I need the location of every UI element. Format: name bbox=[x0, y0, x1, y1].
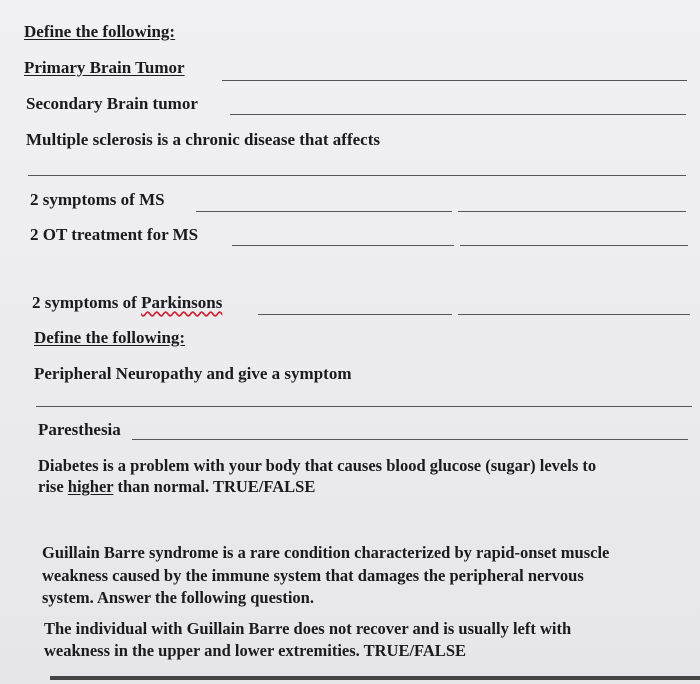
peripheral-neuropathy-question: Peripheral Neuropathy and give a symptom bbox=[34, 364, 352, 383]
guillain-question-line-1: The individual with Guillain Barre does not recover and is usually left with bbox=[44, 619, 572, 638]
diabetes-higher: higher bbox=[67, 477, 114, 496]
primary-brain-tumor-label bbox=[24, 58, 185, 78]
ms-ot-2-line[interactable] bbox=[460, 245, 688, 246]
primary-brain-tumor-text: Primary Brain Tumor bbox=[24, 58, 185, 77]
heading-define-1: Define the following: bbox=[24, 22, 176, 41]
ms-ot-label: 2 OT treatment for MS bbox=[30, 225, 199, 244]
guillain-question-line-2: weakness in the upper and lower extremities. TRUE/FALSE bbox=[44, 641, 466, 660]
guillain-desc-line-1: Guillain Barre syndrome is a rare condition characterized by rapid-onset muscle bbox=[42, 543, 610, 562]
ms-affects-answer-line[interactable] bbox=[28, 175, 686, 176]
diabetes-rise: rise bbox=[38, 477, 68, 496]
ms-ot-1-line[interactable] bbox=[232, 245, 454, 246]
parkinsons-symptom-2-line[interactable] bbox=[458, 314, 690, 315]
guillain-desc-line-3: system. Answer the following question. bbox=[42, 588, 314, 607]
paresthesia-label: Paresthesia bbox=[38, 420, 121, 439]
ms-symptom-1-line[interactable] bbox=[196, 211, 452, 212]
secondary-brain-tumor-label: Secondary Brain tumor bbox=[26, 94, 198, 113]
parkinsons-prefix: 2 symptoms of bbox=[32, 293, 142, 312]
parkinsons-word: Parkinsons bbox=[141, 293, 223, 312]
secondary-brain-tumor-answer-line[interactable] bbox=[230, 114, 686, 115]
page-bottom-edge bbox=[50, 676, 700, 680]
peripheral-neuropathy-answer-line[interactable] bbox=[36, 406, 692, 407]
diabetes-true-false: than normal. TRUE/FALSE bbox=[113, 477, 316, 496]
guillain-desc-line-2: weakness caused by the immune system that damages the peripheral nervous bbox=[42, 566, 584, 585]
diabetes-question-line-1: Diabetes is a problem with your body that causes blood glucose (sugar) levels to bbox=[38, 456, 597, 475]
paresthesia-answer-line[interactable] bbox=[132, 439, 688, 440]
parkinsons-symptom-1-line[interactable] bbox=[258, 314, 452, 315]
diabetes-question-line-2 bbox=[38, 476, 315, 497]
ms-symptoms-label: 2 symptoms of MS bbox=[30, 190, 165, 209]
primary-brain-tumor-answer-line[interactable] bbox=[222, 80, 687, 81]
parkinsons-symptoms-label bbox=[32, 293, 222, 313]
ms-question: Multiple sclerosis is a chronic disease that affects bbox=[26, 130, 380, 149]
heading-define-2: Define the following: bbox=[34, 328, 186, 347]
ms-symptom-2-line[interactable] bbox=[458, 211, 686, 212]
